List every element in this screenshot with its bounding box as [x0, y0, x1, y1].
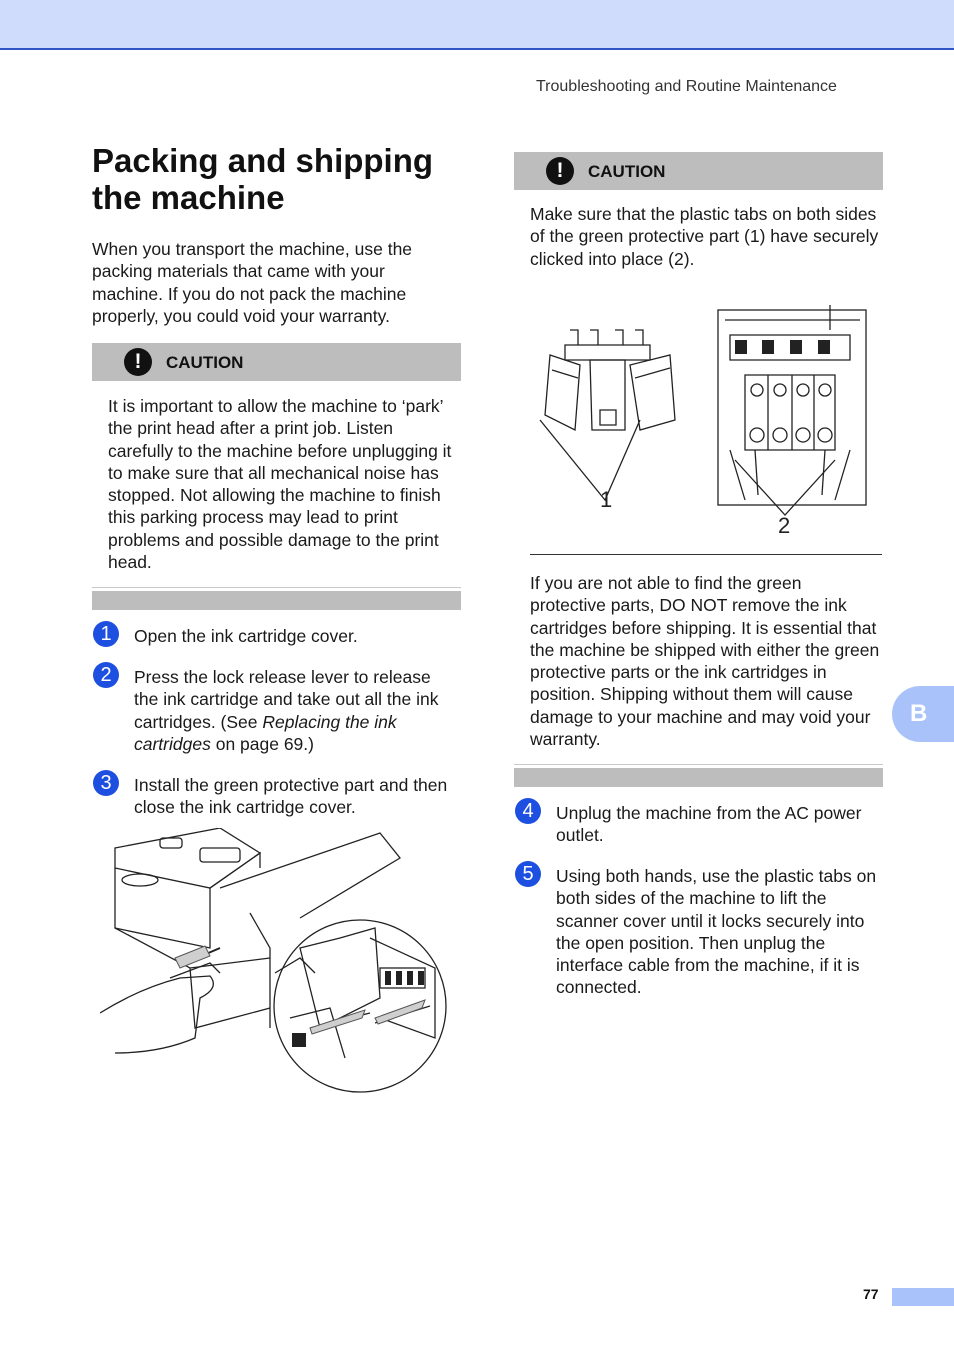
chapter-tab: B [892, 686, 954, 742]
exclamation-icon: ! [124, 348, 152, 376]
replacing-ink-link[interactable]: Replacing the ink cartridges [134, 711, 397, 754]
header-band [0, 0, 954, 50]
step-2-text-after: on page 69.) [210, 733, 314, 754]
caution-bar-1 [92, 343, 461, 381]
callout-2: 2 [778, 513, 791, 538]
step-text-5: Using both hands, use the plastic tabs on both sides of the machine to lift the scanner cover until it locks securely into the open position. Then unplug the interface cable from the machine, if it is connected. [556, 866, 877, 998]
protective-part-diagram [530, 300, 882, 540]
caution-text-2: Make sure that the plastic tabs on both sides of the green protective part (1) have securely clicked into place (2). [530, 204, 879, 269]
page-number: 77 [863, 1286, 879, 1302]
step-number-1: 1 [93, 621, 119, 647]
step-text-4: Unplug the machine from the AC power outlet. [556, 803, 862, 846]
figure-bottom-rule [530, 554, 882, 555]
caution-text-1: It is important to allow the machine to ‘park’ the print head after a print job. Listen carefully to the machine before unplugging it to make sure that all mechanical noise has stopped. Not allowing the machine to finish this parking process may lead to print problems and possible damage to the print head. [108, 396, 452, 573]
caution-label: CAUTION [166, 353, 244, 372]
running-header: Troubleshooting and Routine Maintenance [536, 78, 837, 95]
step-number-5: 5 [515, 861, 541, 887]
step-number-3: 3 [93, 770, 119, 796]
step-number-2: 2 [93, 662, 119, 688]
steps-header-strip [92, 591, 461, 610]
intro-paragraph: When you transport the machine, use the packing materials that came with your machine. If you do not pack the machine properly, you could void your warranty. [92, 239, 413, 326]
steps-header-strip-2 [514, 768, 883, 787]
caution-end-rule [92, 587, 461, 588]
step-2-text-before: Press the lock release lever to release the ink cartridge and take out all the ink cartridges. (See [134, 667, 439, 732]
caution-label: CAUTION [588, 162, 666, 181]
step-text-2 [134, 666, 459, 755]
step-text-3: Install the green protective part and then close the ink cartridge cover. [134, 775, 448, 818]
shipping-note: If you are not able to find the green protective parts, DO NOT remove the ink cartridges before shipping. It is essential that the machine be shipped with either the green protective parts or the ink cartridges in position. Shipping without them will cause damage to your machine and may void your warranty. [530, 573, 880, 750]
step-text-1: Open the ink cartridge cover. [134, 626, 358, 646]
step-number-4: 4 [515, 798, 541, 824]
footer-bar [892, 1288, 954, 1306]
exclamation-icon: ! [546, 157, 574, 185]
note-end-rule [514, 764, 883, 765]
install-protective-part-illustration [100, 828, 450, 1096]
caution-bar-2 [514, 152, 883, 190]
page-title: Packing and shipping the machine [92, 142, 434, 216]
callout-1: 1 [600, 487, 613, 512]
